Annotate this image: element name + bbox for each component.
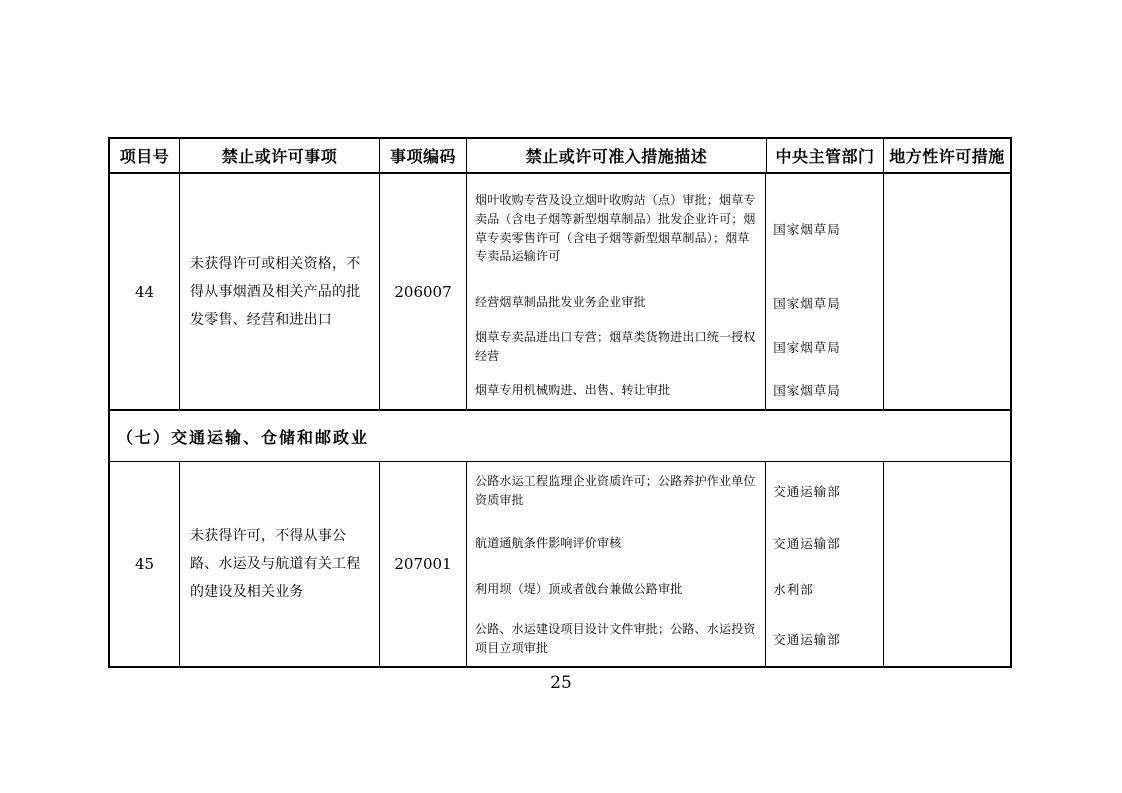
- measure-row: [467, 174, 883, 283]
- measure-description: 烟草专卖品进出口专营；烟草类货物进出口统一授权经营: [467, 322, 766, 371]
- measure-row: [467, 371, 883, 409]
- column-header-prohibited-or-licensed-item: 禁止或许可事项: [180, 139, 380, 174]
- market-access-measures-table: [108, 137, 1012, 668]
- central-department: 交通运输部: [773, 632, 841, 647]
- row-45-item-code: 207001: [380, 462, 467, 666]
- central-department: 国家烟草局: [773, 383, 841, 398]
- row-44-local-measures: [884, 174, 1010, 411]
- measure-description: 经营烟草制品批发业务企业审批: [467, 283, 766, 322]
- measure-description: 航道通航条件影响评价审核: [467, 520, 766, 566]
- page-number: 25: [550, 673, 572, 693]
- section-header-transport-storage-postal: （七）交通运输、仓储和邮政业: [110, 411, 1010, 462]
- row-45-project-number: 45: [110, 462, 180, 666]
- central-department: 交通运输部: [773, 536, 841, 551]
- column-header-item-code: 事项编码: [380, 139, 467, 174]
- row-45-measures-group: [467, 462, 884, 666]
- central-department: 国家烟草局: [773, 295, 841, 311]
- measure-description: 烟草专用机械购进、出售、转让审批: [467, 371, 766, 409]
- row-44-item-description: 未获得许可或相关资格，不得从事烟酒及相关产品的批发零售、经营和进出口: [180, 174, 380, 411]
- row-44-project-number: 44: [110, 174, 180, 411]
- column-header-measure-description: 禁止或许可准入措施描述: [467, 139, 767, 174]
- central-department: 国家烟草局: [773, 339, 841, 355]
- measure-row: [467, 462, 883, 520]
- measure-row: [467, 612, 883, 666]
- measure-description: 烟叶收购专营及设立烟叶收购站（点）审批；烟草专卖品（含电子烟等新型烟草制品）批发企业许可；烟草专卖零售许可（含电子烟等新型烟草制品）；烟草专卖品运输许可: [467, 174, 766, 283]
- measure-row: [467, 283, 883, 322]
- measure-description: 公路水运工程监理企业资质许可；公路养护作业单位资质审批: [467, 462, 766, 520]
- measure-row: [467, 566, 883, 612]
- row-45-item-description: 未获得许可，不得从事公路、水运及与航道有关工程的建设及相关业务: [180, 462, 380, 666]
- column-header-central-department: 中央主管部门: [767, 139, 884, 174]
- central-department: 国家烟草局: [773, 221, 841, 237]
- measure-description: 利用坝（堤）顶或者戗台兼做公路审批: [467, 566, 766, 612]
- measure-description: 公路、水运建设项目设计文件审批；公路、水运投资项目立项审批: [467, 612, 766, 666]
- central-department: 水利部: [773, 582, 814, 597]
- row-45-local-measures: [884, 462, 1010, 666]
- central-department: 交通运输部: [773, 484, 841, 499]
- measure-row: [467, 520, 883, 566]
- column-header-project-number: 项目号: [110, 139, 180, 174]
- column-header-local-measures: 地方性许可措施: [884, 139, 1010, 174]
- measure-row: [467, 322, 883, 371]
- row-44-measures-group: [467, 174, 884, 411]
- row-44-item-code: 206007: [380, 174, 467, 411]
